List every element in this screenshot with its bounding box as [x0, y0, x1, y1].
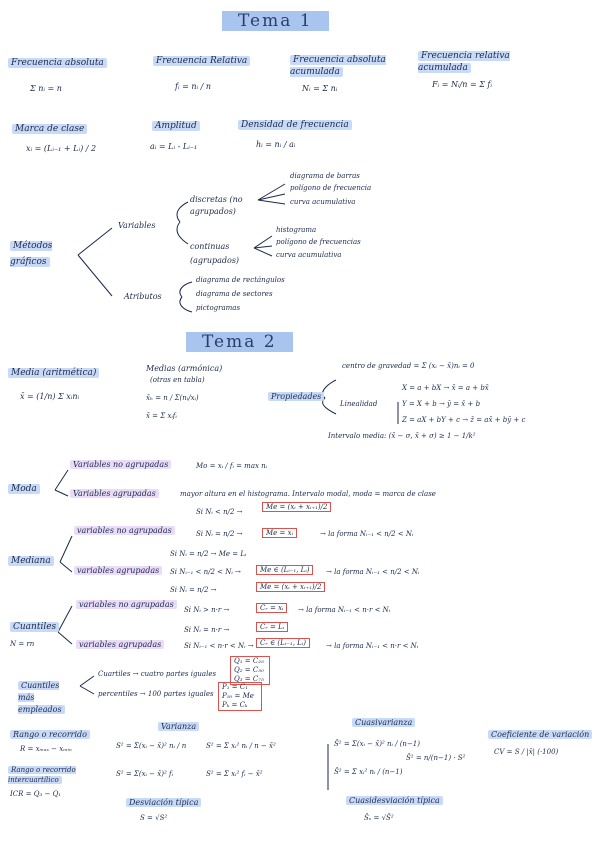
linealidad-f2: Y = X + b → ȳ = x̄ + b	[402, 400, 481, 408]
atributos-item: pictogramas	[196, 304, 241, 312]
moda-label: Moda	[8, 484, 40, 494]
tema2-title: Tema 2	[186, 332, 293, 352]
mediana-a3-box: Me = (xᵢ + xᵢ₊₁)/2	[256, 582, 325, 592]
percentil-k: Pₖ = Cₖ	[222, 701, 248, 709]
def-marca-clase-label: Marca de clase	[12, 124, 87, 134]
cuantiles-no-agrupadas: variables no agrupadas	[76, 600, 177, 609]
atributos-node: Atributos	[124, 292, 162, 301]
mediana-na2-txt: → la forma Nᵢ₋₁ < n/2 < Nᵢ	[320, 530, 414, 538]
cuasivarianza-label: Cuasivarianza	[352, 718, 415, 727]
discretas-item: diagrama de barras	[290, 172, 360, 180]
variables-node: Variables	[118, 221, 156, 230]
varianza-label: Varianza	[158, 722, 199, 731]
def-frecuencia-absoluta-formula: Σ nᵢ = n	[30, 84, 62, 93]
moda-agrupadas-txt: mayor altura en el histograma. Intervalo modal, moda = marca de clase	[180, 490, 436, 498]
tema1-title: Tema 1	[222, 11, 329, 31]
propiedades-label: Propiedades	[268, 392, 324, 401]
cuantiles-q1: Si Nᵢ > n·r →	[184, 606, 230, 614]
mediana-a2-txt: → la forma Nᵢ₋₁ < n/2 < Nᵢ	[326, 568, 420, 576]
cuasivarianza-f2: Ŝ² = Σ xᵢ² nᵢ / (n−1)	[334, 768, 403, 776]
cuantiles-sub: N = rn	[10, 640, 35, 648]
mediana-na2-box: Me = xᵢ	[262, 528, 297, 538]
cuartiles-txt: Cuartiles → cuatro partes iguales	[98, 670, 217, 678]
cuantiles-label: Cuantiles	[10, 622, 59, 632]
cuartil-3: Q₃ = C₇₅	[234, 675, 264, 683]
cuantiles-q2-box: Cᵣ = Lᵢ	[256, 622, 288, 632]
cuantiles-q1-box: Cᵣ = xᵢ	[256, 603, 287, 613]
discretas-item: polígono de frecuencia	[290, 184, 372, 192]
linealidad-f1: X = a + bX → x̄ = a + bx̄	[402, 384, 489, 392]
linealidad-f3: Z = aX + bY + c → z̄ = ax̄ + bȳ + c	[402, 416, 526, 424]
discretas-node: discretas (no agrupados)	[190, 195, 243, 216]
percentiles-txt: percentiles → 100 partes iguales	[98, 690, 214, 698]
def-frecuencia-relativa-label: Frecuencia Relativa	[153, 56, 250, 66]
cuantiles-q3-txt: → la forma Nᵢ₋₁ < n·r < Nᵢ	[326, 642, 419, 650]
mediana-label: Mediana	[8, 556, 54, 566]
cuasidesviacion-formula: Ŝₓ = √Ŝ²	[364, 814, 394, 822]
linealidad-label: Linealidad	[340, 400, 378, 408]
cuasivarianza-rel: Ŝ² = n/(n−1) · S²	[406, 754, 466, 762]
media-formula: x̄ = (1/n) Σ xᵢnᵢ	[20, 392, 80, 401]
def-frecuencia-absoluta-acumulada-label: Frecuencia absoluta acumulada	[290, 55, 386, 77]
mediana-a2: Si Nᵢ₋₁ < n/2 < Nᵢ →	[170, 568, 241, 576]
varianza-f2b: S² = Σ xᵢ² fᵢ − x̄²	[206, 770, 263, 778]
desviacion-tipica-label: Desviación típica	[126, 798, 201, 807]
continuas-item: polígono de frecuencias	[276, 238, 361, 246]
cuartil-1: Q₁ = C₂₅	[234, 657, 264, 665]
rango-label: Rango o recorrido	[10, 730, 90, 739]
cuartiles-box	[230, 656, 270, 685]
continuas-node: continuas (agrupados)	[190, 242, 240, 265]
varianza-f2: S² = Σ(xᵢ − x̄)² fᵢ	[116, 770, 173, 778]
cuantiles-usados-label: Cuantiles más empleados	[18, 680, 78, 716]
medias-otras-sub: (otras en tabla)	[150, 376, 205, 384]
percentil-50: P₅₀ = Me	[222, 692, 254, 700]
def-marca-clase-formula: xᵢ = (Lᵢ₋₁ + Lᵢ) / 2	[26, 144, 97, 153]
rango-formula: R = xₘₐₓ − xₘᵢₙ	[20, 745, 72, 753]
cuantiles-q2: Si Nᵢ = n·r →	[184, 626, 230, 634]
mediana-a3: Si Nᵢ = n/2 →	[170, 586, 217, 594]
moda-no-agrupadas-txt: Mo = xᵢ / fᵢ = max nᵢ	[196, 462, 268, 470]
desviacion-tipica-formula: S = √S²	[140, 814, 168, 822]
atributos-item: diagrama de rectángulos	[196, 276, 285, 284]
def-frecuencia-relativa-acumulada-formula: Fᵢ = Nᵢ/n = Σ fᵢ	[432, 80, 492, 89]
atributos-item: diagrama de sectores	[196, 290, 273, 298]
mediana-na1: Si Nᵢ < n/2 →	[196, 508, 243, 516]
mediana-a1: Si Nᵢ = n/2 → Me = Lᵢ	[170, 550, 247, 558]
def-amplitud-formula: aᵢ = Lᵢ - Lᵢ₋₁	[150, 142, 198, 151]
propiedad-intervalo: Intervalo media: (x̄ − σ, x̄ + σ) ≥ 1 − 1/k²	[328, 432, 476, 440]
continuas-item: curva acumulativa	[276, 251, 342, 259]
cuasidesviacion-label: Cuasidesviación típica	[346, 796, 443, 805]
medias-otras-label: Medias (armónica)	[146, 364, 223, 373]
moda-agrupadas: Variables agrupadas	[70, 489, 159, 498]
medias-otras-f2: x̄ = Σ xᵢfᵢ	[146, 412, 177, 420]
cuantiles-agrupadas: variables agrupadas	[76, 640, 164, 649]
discretas-item: curva acumulativa	[290, 198, 356, 206]
mediana-na1-box: Me = (xᵢ + xᵢ₊₁)/2	[262, 502, 331, 512]
varianza-f1: S² = Σ(xᵢ − x̄)² nᵢ / n	[116, 742, 187, 750]
cuartil-2: Q₂ = C₅₀	[234, 666, 264, 674]
mediana-a2-box: Me ∈ (Lᵢ₋₁, Lᵢ)	[256, 565, 313, 575]
def-frecuencia-relativa-acumulada-label: Frecuencia relativa acumulada	[418, 51, 510, 73]
media-label: Media (aritmética)	[8, 368, 99, 378]
continuas-item: histograma	[276, 226, 317, 234]
rango-intercuartilico-label: Rango o recorrido intercuartílico	[8, 766, 76, 784]
propiedad-centro-gravedad: centro de gravedad = Σ (xᵢ − x̄)nᵢ = 0	[342, 362, 475, 370]
percentiles-box	[218, 682, 262, 711]
coef-variacion-label: Coeficiente de variación	[488, 730, 592, 739]
def-amplitud-label: Amplitud	[152, 121, 200, 131]
varianza-f1b: S² = Σ xᵢ² nᵢ / n − x̄²	[206, 742, 276, 750]
cuantiles-q3: Si Nᵢ₋₁ < n·r < Nᵢ →	[184, 642, 254, 650]
def-frecuencia-relativa-formula: fᵢ = nᵢ / n	[175, 82, 212, 91]
def-densidad-label: Densidad de frecuencia	[238, 120, 352, 130]
def-densidad-formula: hᵢ = nᵢ / aᵢ	[256, 140, 296, 149]
def-frecuencia-absoluta-label: Frecuencia absoluta	[8, 58, 107, 68]
metodos-graficos-label: Métodos gráficos	[10, 241, 53, 267]
mediana-na2: Si Nᵢ = n/2 →	[196, 530, 243, 538]
def-frecuencia-absoluta-acumulada-formula: Nᵢ = Σ nᵢ	[302, 84, 338, 93]
percentil-1: P₁ = C₁	[222, 683, 248, 691]
cuasivarianza-f1: Ŝ² = Σ(xᵢ − x̄)² nᵢ / (n−1)	[334, 740, 420, 748]
medias-otras-f1: x̄ₕ = n / Σ(nᵢ/xᵢ)	[146, 394, 199, 402]
cuantiles-q3-box: Cᵣ ∈ (Lᵢ₋₁, Lᵢ)	[256, 638, 310, 648]
mediana-no-agrupadas: variables no agrupadas	[74, 526, 175, 535]
cuantiles-q1-txt: → la forma Nᵢ₋₁ < n·r < Nᵢ	[298, 606, 391, 614]
mediana-agrupadas: variables agrupadas	[74, 566, 162, 575]
rango-intercuartilico-formula: ICR = Q₃ − Q₁	[10, 790, 62, 798]
coef-variacion-formula: CV = S / |x̄| (·100)	[494, 748, 559, 756]
moda-no-agrupadas: Variables no agrupadas	[70, 460, 171, 469]
